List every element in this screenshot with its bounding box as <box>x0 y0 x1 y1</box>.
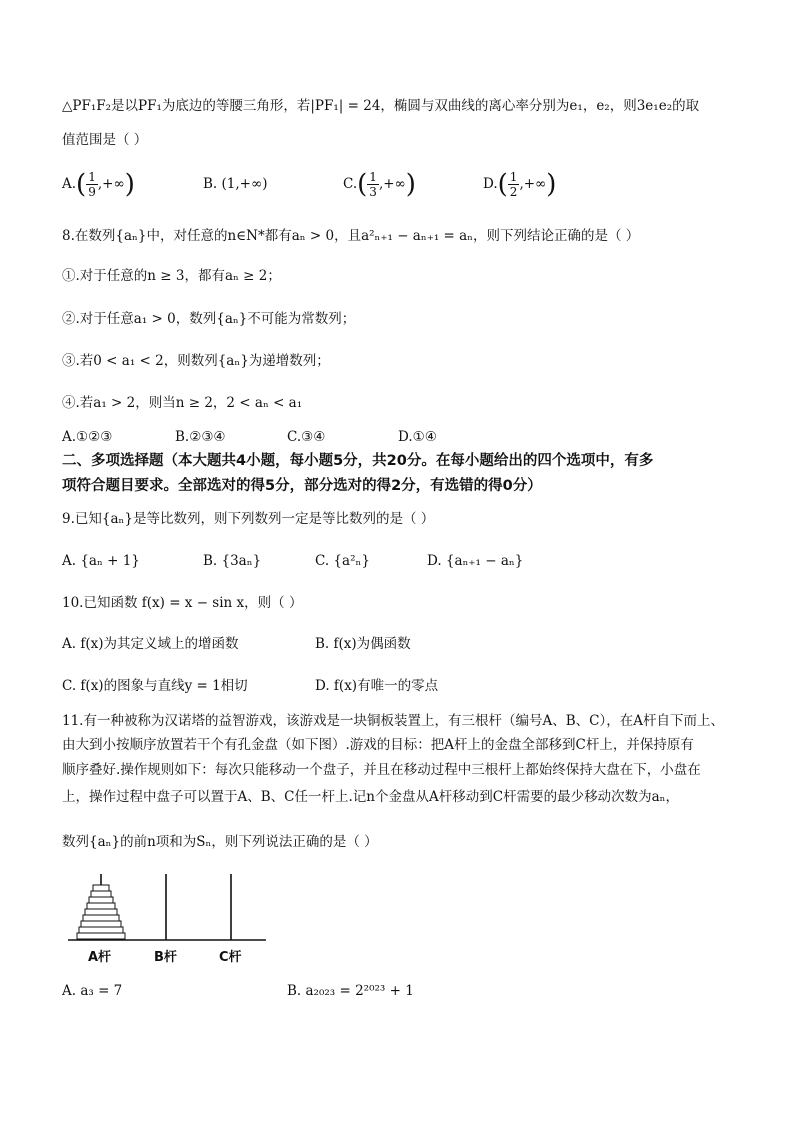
disk <box>85 909 117 915</box>
q10-option-d[interactable]: D. f(x)有唯一的零点 <box>315 678 439 694</box>
disk <box>83 915 119 921</box>
disk <box>79 927 123 933</box>
hanoi-tower-figure <box>66 872 271 972</box>
disk <box>81 921 121 927</box>
label-rod-b: B杆 <box>154 950 177 965</box>
q10-option-a[interactable]: A. f(x)为其定义域上的增函数 <box>62 636 239 652</box>
q8-option-b[interactable]: B.②③④ <box>175 429 226 445</box>
q9-option-d[interactable]: D. {aₙ₊₁ − aₙ} <box>427 553 524 569</box>
q9-stem: 9.已知{aₙ}是等比数列，则下列数列一定是等比数列的是（ ） <box>62 511 435 527</box>
q11-option-b[interactable]: B. a₂₀₂₃ = 2²⁰²³ + 1 <box>287 983 414 999</box>
q8-option-a[interactable]: A.①②③ <box>62 429 113 445</box>
q7-option-d[interactable]: D.( $\frac{1}{2}$ ,+∞) <box>483 169 557 200</box>
disk <box>89 897 113 903</box>
label-rod-a: A杆 <box>88 950 112 965</box>
q10-stem: 10.已知函数 f(x) = x − sin x，则（ ） <box>62 595 303 611</box>
q7-option-c[interactable]: C.( $\frac{1}{3}$ ,+∞) <box>343 169 416 200</box>
q8-statement-4: ④.若a₁ > 2，则当n ≥ 2，2 < aₙ < a₁ <box>62 395 303 411</box>
q8-stem: 8.在数列{aₙ}中，对任意的n∈N*都有aₙ > 0，且a²ₙ₊₁ − aₙ₊₁ = aₙ，则下列结论正确的是（ ） <box>62 228 640 244</box>
q11-stem-line5: 数列{aₙ}的前n项和为Sₙ，则下列说法正确的是（ ） <box>62 834 378 850</box>
q7-stem-line2: 值范围是（ ） <box>62 132 148 148</box>
q11-stem-line1: 11.有一种被称为汉诺塔的益智游戏，该游戏是一块铜板装置上，有三根杆（编号A、B、C），在A杆自下而上、 <box>62 713 724 729</box>
q7-stem-line1: △PF₁F₂是以PF₁为底边的等腰三角形，若|PF₁| = 24，椭圆与双曲线的离心率分别为e₁，e₂，则3e₁e₂的取 <box>62 98 700 114</box>
disk <box>93 885 109 891</box>
q9-option-a[interactable]: A. {aₙ + 1} <box>62 553 140 569</box>
q10-option-c[interactable]: C. f(x)的图象与直线y = 1相切 <box>62 678 248 694</box>
disk <box>87 903 115 909</box>
q9-option-c[interactable]: C. {a²ₙ} <box>315 553 370 569</box>
q11-stem-line4: 上，操作过程中盘子可以置于A、B、C任一杆上.记n个金盘从A杆移动到C杆需要的最少移动次数为aₙ， <box>62 789 679 805</box>
disk-stack <box>77 885 125 939</box>
q8-option-c[interactable]: C.③④ <box>287 429 326 445</box>
q8-statement-2: ②.对于任意a₁ > 0，数列{aₙ}不可能为常数列； <box>62 311 356 327</box>
q11-stem-line2: 由大到小按顺序放置若干个有孔金盘（如下图）.游戏的目标：把A杆上的金盘全部移到C杆上，并保持原有 <box>62 737 694 753</box>
q10-option-b[interactable]: B. f(x)为偶函数 <box>315 636 411 652</box>
section-heading-line1: 二、多项选择题（本大题共4小题，每小题5分，共20分。在每小题给出的四个选项中，有多 <box>62 453 654 469</box>
q11-stem-line3: 顺序叠好.操作规则如下：每次只能移动一个盘子，并且在移动过程中三根杆上都始终保持大盘在下，小盘在 <box>62 762 701 778</box>
label-rod-c: C杆 <box>219 950 242 965</box>
q8-option-d[interactable]: D.①④ <box>398 429 437 445</box>
disk <box>77 933 125 939</box>
q7-option-b[interactable]: B. (1,+∞) <box>203 176 268 192</box>
q8-statement-3: ③.若0 < a₁ < 2，则数列{aₙ}为递增数列； <box>62 353 330 369</box>
q8-statement-1: ①.对于任意的n ≥ 3，都有aₙ ≥ 2； <box>62 268 281 284</box>
q9-option-b[interactable]: B. {3aₙ} <box>203 553 262 569</box>
section-heading-line2: 项符合题目要求。全部选对的得5分，部分选对的得2分，有选错的得0分） <box>62 478 542 494</box>
disk <box>91 891 111 897</box>
q7-option-a[interactable]: A.( $\frac{1}{9}$ ,+∞) <box>62 169 135 200</box>
q11-option-a[interactable]: A. a₃ = 7 <box>62 983 123 999</box>
